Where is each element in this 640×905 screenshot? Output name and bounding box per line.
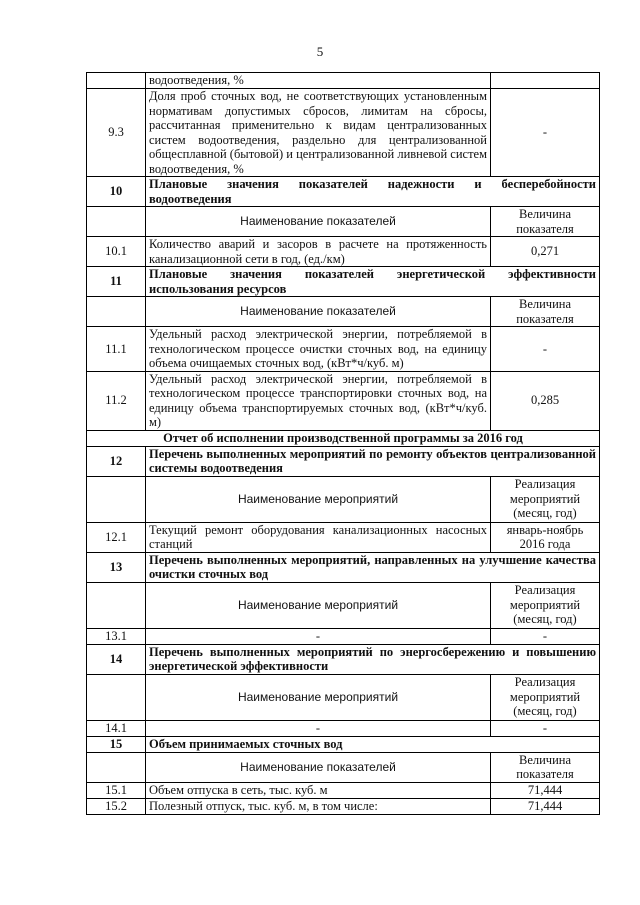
indicator-value-cell: 71,444: [491, 782, 600, 798]
column-header-name: Наименование мероприятий: [146, 582, 491, 628]
column-header-value: Величина показателя: [491, 297, 600, 327]
page-number: 5: [316, 44, 324, 59]
indicator-name-cell: Удельный расход электрической энергии, потребляемой в технологическом процессе очистки сточных вод, на единицу объема очищаемых сточных вод, (кВт*ч/куб. м): [146, 327, 491, 372]
table-row: [87, 237, 600, 267]
indicators-table: [86, 72, 600, 815]
header-row: [87, 752, 600, 782]
table-row: [87, 798, 600, 814]
table-row: [87, 628, 600, 644]
report-title-row: [87, 430, 600, 446]
table-row: [87, 327, 600, 372]
column-header-value: Величина показателя: [491, 207, 600, 237]
column-header-value: Величина показателя: [491, 752, 600, 782]
section-number-cell: 12: [87, 446, 146, 476]
section-row: [87, 267, 600, 297]
section-row: [87, 552, 600, 582]
row-number-cell: [87, 582, 146, 628]
row-number-cell: 10.1: [87, 237, 146, 267]
row-number-cell: 12.1: [87, 522, 146, 552]
indicator-value-cell: -: [491, 89, 600, 177]
indicator-value-cell: [491, 73, 600, 89]
row-number-cell: 11.2: [87, 371, 146, 430]
section-title-cell: Плановые значения показателей энергетической эффективности использования ресурсов: [146, 267, 600, 297]
section-row: [87, 644, 600, 674]
table-row: [87, 522, 600, 552]
table-row: [87, 89, 600, 177]
measure-name-cell: Текущий ремонт оборудования канализационных насосных станций: [146, 522, 491, 552]
section-title-cell: Перечень выполненных мероприятий, направленных на улучшение качества очистки сточных вод: [146, 552, 600, 582]
indicator-name-cell: Доля проб сточных вод, не соответствующих установленным нормативам допустимых сбросов, лимитам на сбросы, рассчитанная применительно к видам централизованных систем водоотведения, раздельно для централизованной общесплавной (бытовой) и централизованной ливневой систем водоотведения, %: [146, 89, 491, 177]
table-row: [87, 720, 600, 736]
row-number-cell: [87, 73, 146, 89]
header-row: [87, 297, 600, 327]
indicator-name-cell: Удельный расход электрической энергии, потребляемой в технологическом процессе транспортировки сточных вод, на единицу объема транспортируемых сточных вод, (кВт*ч/куб. м): [146, 371, 491, 430]
measure-value-cell: -: [491, 628, 600, 644]
section-number-cell: 14: [87, 644, 146, 674]
table-row: [87, 371, 600, 430]
row-number-cell: [87, 752, 146, 782]
header-row: [87, 674, 600, 720]
row-number-cell: 15.1: [87, 782, 146, 798]
column-header-name: Наименование показателей: [146, 752, 491, 782]
row-number-cell: [87, 297, 146, 327]
measure-value-cell: -: [491, 720, 600, 736]
section-title-cell: Объем принимаемых сточных вод: [146, 736, 600, 752]
column-header-value: Реализация мероприятий (месяц, год): [491, 582, 600, 628]
section-number-cell: 10: [87, 177, 146, 207]
section-title-cell: Плановые значения показателей надежности и бесперебойности водоотведения: [146, 177, 600, 207]
header-row: [87, 476, 600, 522]
indicator-value-cell: 0,285: [491, 371, 600, 430]
header-row: [87, 207, 600, 237]
row-number-cell: 11.1: [87, 327, 146, 372]
table-row: [87, 73, 600, 89]
column-header-name: Наименование мероприятий: [146, 476, 491, 522]
row-number-cell: [87, 674, 146, 720]
section-title-cell: Перечень выполненных мероприятий по энергосбережению и повышению энергетической эффективности: [146, 644, 600, 674]
column-header-name: Наименование мероприятий: [146, 674, 491, 720]
header-row: [87, 582, 600, 628]
column-header-value: Реализация мероприятий (месяц, год): [491, 674, 600, 720]
section-number-cell: 11: [87, 267, 146, 297]
indicator-name-cell: Полезный отпуск, тыс. куб. м, в том числе:: [146, 798, 491, 814]
row-number-cell: 13.1: [87, 628, 146, 644]
row-number-cell: 9.3: [87, 89, 146, 177]
report-title: Отчет об исполнении производственной программы за 2016 год: [87, 430, 600, 446]
row-number-cell: 14.1: [87, 720, 146, 736]
section-title-cell: Перечень выполненных мероприятий по ремонту объектов централизованной системы водоотведения: [146, 446, 600, 476]
indicator-name-cell: Объем отпуска в сеть, тыс. куб. м: [146, 782, 491, 798]
row-number-cell: [87, 476, 146, 522]
section-number-cell: 13: [87, 552, 146, 582]
measure-value-cell: январь-ноябрь 2016 года: [491, 522, 600, 552]
row-number-cell: [87, 207, 146, 237]
section-number-cell: 15: [87, 736, 146, 752]
measure-name-cell: -: [146, 628, 491, 644]
table-row: [87, 782, 600, 798]
indicator-name-cell: водоотведения, %: [146, 73, 491, 89]
indicator-name-cell: Количество аварий и засоров в расчете на протяженность канализационной сети в год, (ед./км): [146, 237, 491, 267]
column-header-name: Наименование показателей: [146, 207, 491, 237]
indicator-value-cell: 0,271: [491, 237, 600, 267]
section-row: [87, 446, 600, 476]
column-header-name: Наименование показателей: [146, 297, 491, 327]
indicator-value-cell: -: [491, 327, 600, 372]
indicator-value-cell: 71,444: [491, 798, 600, 814]
column-header-value: Реализация мероприятий (месяц, год): [491, 476, 600, 522]
section-row: [87, 177, 600, 207]
section-row: [87, 736, 600, 752]
row-number-cell: 15.2: [87, 798, 146, 814]
measure-name-cell: -: [146, 720, 491, 736]
